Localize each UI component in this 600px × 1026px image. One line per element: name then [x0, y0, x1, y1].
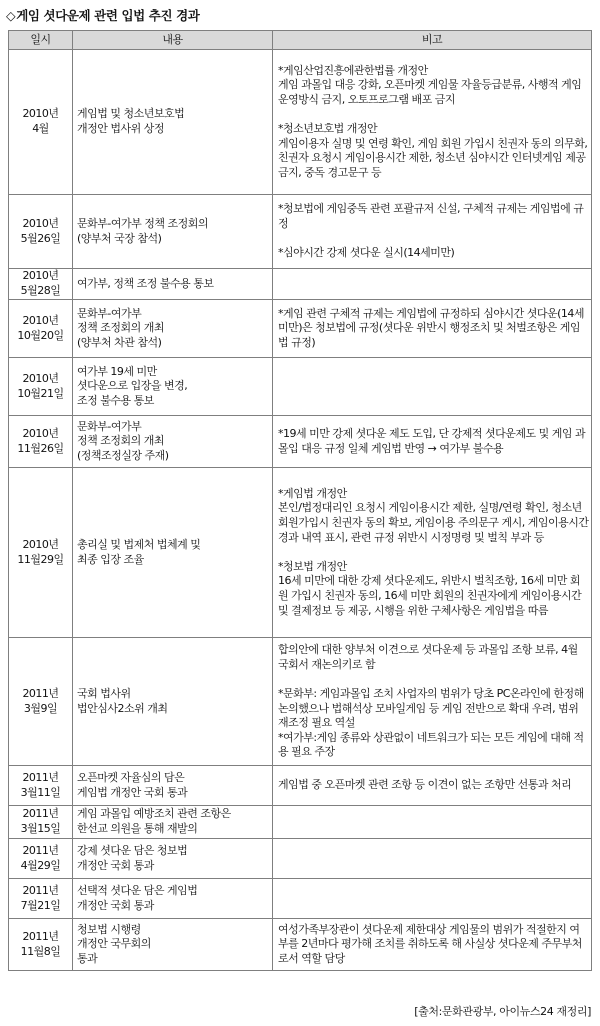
- note-cell-line: [278, 545, 589, 560]
- date-cell: [9, 50, 73, 195]
- note-cell: [273, 468, 592, 638]
- note-cell: [273, 300, 592, 358]
- note-cell-line: *청소년보호법 개정안: [278, 122, 378, 135]
- content-cell-line: 통과: [77, 951, 98, 965]
- header-content: 내용: [73, 31, 273, 50]
- content-cell: [73, 50, 273, 195]
- note-cell-line: 게임이용자 실명 및 연령 확인, 게임 회원 가입시 친권자 동의 의무화, 친권자 요청시 게임이용시간 제한, 청소년 심야시간 인터넷게임 제공 금지, 중독 경고문구 등: [278, 136, 588, 179]
- content-cell: [73, 839, 273, 879]
- note-cell: [273, 358, 592, 416]
- content-cell-line: (정책조정실장 주재): [77, 448, 169, 462]
- table-row: [9, 879, 592, 919]
- legislation-timeline-table: [8, 30, 592, 971]
- date-cell-line: 2010년: [22, 216, 59, 230]
- table-row: [9, 839, 592, 879]
- content-cell-line: 정책 조정회의 개최: [77, 434, 165, 448]
- date-cell-line: 2011년: [22, 883, 59, 897]
- date-cell: [9, 806, 73, 839]
- date-cell-line: 3월11일: [20, 785, 61, 799]
- note-cell: [273, 806, 592, 839]
- date-cell: [9, 195, 73, 269]
- header-row: [9, 31, 592, 50]
- note-cell: [273, 879, 592, 919]
- date-cell-line: 5월28일: [20, 284, 61, 297]
- content-cell-line: (양부처 차관 참석): [77, 335, 162, 349]
- date-cell: [9, 358, 73, 416]
- table-row: [9, 416, 592, 468]
- note-cell-line: [278, 232, 589, 247]
- content-cell-line: 개정안 국회 통과: [77, 898, 154, 912]
- content-cell-line: 정책 조정회의 개최: [77, 321, 165, 335]
- date-cell-line: 11월26일: [17, 441, 64, 455]
- note-cell: [273, 50, 592, 195]
- date-cell: [9, 468, 73, 638]
- note-cell: [273, 919, 592, 971]
- content-cell-line: 한선교 의원을 통해 재발의: [77, 822, 198, 835]
- note-cell-line: *게임법 개정안: [278, 486, 347, 500]
- date-cell-line: 4월29일: [20, 858, 61, 872]
- note-cell-line: *심야시간 강제 셧다운 실시(14세미만): [278, 246, 455, 260]
- date-cell-line: 11월8일: [20, 944, 61, 958]
- date-cell-line: 2011년: [22, 686, 59, 700]
- table-row: [9, 468, 592, 638]
- content-cell: [73, 879, 273, 919]
- note-cell-line: *19세 미만 강제 셧다운 제도 도입, 단 강제적 셧다운제도 및 게임 과몰입 대응 규정 일체 게임법 반영 → 여가부 불수용: [278, 426, 586, 455]
- content-cell-line: 총리실 및 법제처 법체계 및: [77, 537, 201, 551]
- note-cell-line: 16세 미만에 대한 강제 셧다운제도, 위반시 벌칙조항, 16세 미만 회원 가입시 친권자 동의, 16세 미만 회원의 친권자에게 게임이용시간 및 결제정보 등 제공, 시행을 위한 구체사항은 게임법을 따름: [278, 574, 582, 617]
- date-cell: [9, 879, 73, 919]
- note-cell: [273, 839, 592, 879]
- date-cell: [9, 416, 73, 468]
- content-cell-line: 선택적 셧다운 담은 게임법: [77, 883, 198, 897]
- table-title: [6, 4, 199, 28]
- date-cell: [9, 919, 73, 971]
- content-cell: [73, 468, 273, 638]
- date-cell-line: 11월29일: [17, 552, 64, 566]
- content-cell-line: 게임법 및 청소년보호법: [77, 107, 185, 121]
- date-cell-line: 7월21일: [20, 898, 61, 912]
- note-cell: [273, 416, 592, 468]
- note-cell-line: *청보법에 게임중독 관련 포괄규저 신설, 구체적 규제는 게임법에 규정: [278, 202, 584, 230]
- content-cell-line: (양부처 국장 참석): [77, 231, 162, 245]
- date-cell-line: 2010년: [22, 107, 59, 121]
- table-row: [9, 919, 592, 971]
- date-cell: [9, 269, 73, 300]
- content-cell: [73, 638, 273, 766]
- content-cell: [73, 919, 273, 971]
- table-row: [9, 358, 592, 416]
- date-cell: [9, 300, 73, 358]
- content-cell-line: 최종 입장 조율: [77, 552, 144, 566]
- table-row: [9, 638, 592, 766]
- content-cell-line: 게임법 개정안 국회 통과: [77, 785, 188, 799]
- table-row: [9, 806, 592, 839]
- content-cell-line: 국회 법사위: [77, 686, 131, 700]
- content-cell: [73, 416, 273, 468]
- date-cell-line: 3월15일: [20, 822, 61, 835]
- date-cell-line: 4월: [32, 122, 49, 135]
- date-cell-line: 3월9일: [23, 701, 58, 715]
- content-cell-line: 문화부-여가부 정책 조정회의: [77, 216, 208, 230]
- table-body: [9, 50, 592, 971]
- note-cell-line: 게임법 중 오픈마켓 관련 조항 등 이견이 없는 조항만 선통과 처리: [278, 778, 572, 792]
- content-cell-line: 게임 과몰입 예방조치 관련 조항은: [77, 807, 231, 821]
- note-cell: [273, 195, 592, 269]
- content-cell: [73, 358, 273, 416]
- note-cell-line: *게임 관련 구체적 규제는 게임법에 규정하되 심야시간 셧다운(14세미만)은 청보법에 규정(셧다운 위반시 행정조치 및 처벌조항은 게임법 규정): [278, 306, 585, 349]
- content-cell-line: 오픈마켓 자율심의 담은: [77, 770, 185, 784]
- content-cell-line: 여가부 19세 미만: [77, 364, 157, 378]
- date-cell-line: 2011년: [22, 929, 59, 943]
- date-cell-line: 2010년: [22, 426, 59, 440]
- note-cell-line: [278, 672, 589, 687]
- content-cell-line: 문화부-여가부: [77, 419, 142, 433]
- source-credit: [출처:문화관광부, 아이뉴스24 재정리]: [414, 1005, 591, 1018]
- content-cell: [73, 806, 273, 839]
- content-cell-line: 개정안 국무회의: [77, 937, 151, 951]
- content-cell-line: 여가부, 정책 조정 불수용 통보: [77, 276, 214, 290]
- note-cell-line: *청보법 개정안: [278, 559, 347, 573]
- content-cell-line: 문화부-여가부: [77, 306, 142, 320]
- table-row: [9, 766, 592, 806]
- note-cell-line: 여성가족부장관이 셧다운제 제한대상 게임물의 범위가 적절한지 여부를 2년마다 평가해 조치를 취하도록 해 사실상 셧다운제 주무부처로서 역할 담당: [278, 922, 582, 965]
- date-cell: [9, 638, 73, 766]
- date-cell-line: 2010년: [22, 269, 59, 283]
- date-cell-line: 10월21일: [17, 386, 64, 400]
- content-cell-line: 청보법 시행령: [77, 922, 141, 936]
- date-cell-line: 10월20일: [17, 328, 64, 342]
- note-cell: [273, 269, 592, 300]
- date-cell-line: 2010년: [22, 371, 59, 385]
- table-row: [9, 50, 592, 195]
- content-cell-line: 개정안 국회 통과: [77, 858, 154, 872]
- date-cell-line: 2011년: [22, 807, 59, 821]
- table-row: [9, 195, 592, 269]
- header-date: 일시: [9, 31, 73, 50]
- note-cell-line: *게임산업진흥에관한법률 개정안: [278, 63, 428, 77]
- content-cell: [73, 195, 273, 269]
- header-note: 비고: [273, 31, 592, 50]
- diamond-bullet-icon: ◇: [6, 8, 16, 23]
- note-cell: [273, 638, 592, 766]
- date-cell-line: 2011년: [22, 770, 59, 784]
- date-cell: [9, 839, 73, 879]
- note-cell-line: *문화부: 게임과몰입 조치 사업자의 범위가 당초 PC온라인에 한정해 논의했으나 법해석상 모바일게임 등 게임 전반으로 확대 우려, 범위 재조정 필요 역설: [278, 686, 584, 730]
- date-cell-line: 2010년: [22, 313, 59, 327]
- note-cell: [273, 766, 592, 806]
- content-cell: [73, 269, 273, 300]
- date-cell-line: 2010년: [22, 537, 59, 551]
- content-cell: [73, 300, 273, 358]
- table-row: [9, 269, 592, 300]
- table-title-text: 게임 셧다운제 관련 입법 추진 경과: [16, 8, 200, 23]
- date-cell-line: 2011년: [22, 843, 59, 857]
- content-cell-line: 셧다운으로 입장을 변경,: [77, 379, 188, 393]
- content-cell-line: 개정안 법사위 상정: [77, 122, 165, 135]
- date-cell-line: 5월26일: [20, 231, 61, 245]
- content-cell-line: 강제 셧다운 담은 청보법: [77, 843, 188, 857]
- note-cell-line: 본인/법정대리인 요청시 게임이용시간 제한, 실명/연령 확인, 청소년 회원가입시 친권자 동의 확보, 게임이용 주의문구 게시, 게임이용시간 경과 내역 표시, 관련 규정 위반시 시정명령 및 벌칙 부과 등: [278, 501, 589, 544]
- table-row: [9, 300, 592, 358]
- note-cell-line: *여가부:게임 종류와 상관없이 네트워크가 되는 모든 게임에 대해 적용 필요 주장: [278, 730, 584, 759]
- content-cell: [73, 766, 273, 806]
- content-cell-line: 법안심사2소위 개최: [77, 701, 168, 715]
- note-cell-line: 합의안에 대한 양부처 이견으로 셧다운제 등 과몰입 조항 보류, 4월 국회서 재논의키로 함: [278, 643, 578, 671]
- note-cell-line: 게임 과몰입 대응 강화, 오픈마켓 게임물 자율등급분류, 사행적 게임운영방식 금지, 오토프로그램 배포 금지: [278, 78, 582, 106]
- content-cell-line: 조정 불수용 통보: [77, 393, 154, 407]
- date-cell: [9, 766, 73, 806]
- note-cell-line: [278, 107, 589, 122]
